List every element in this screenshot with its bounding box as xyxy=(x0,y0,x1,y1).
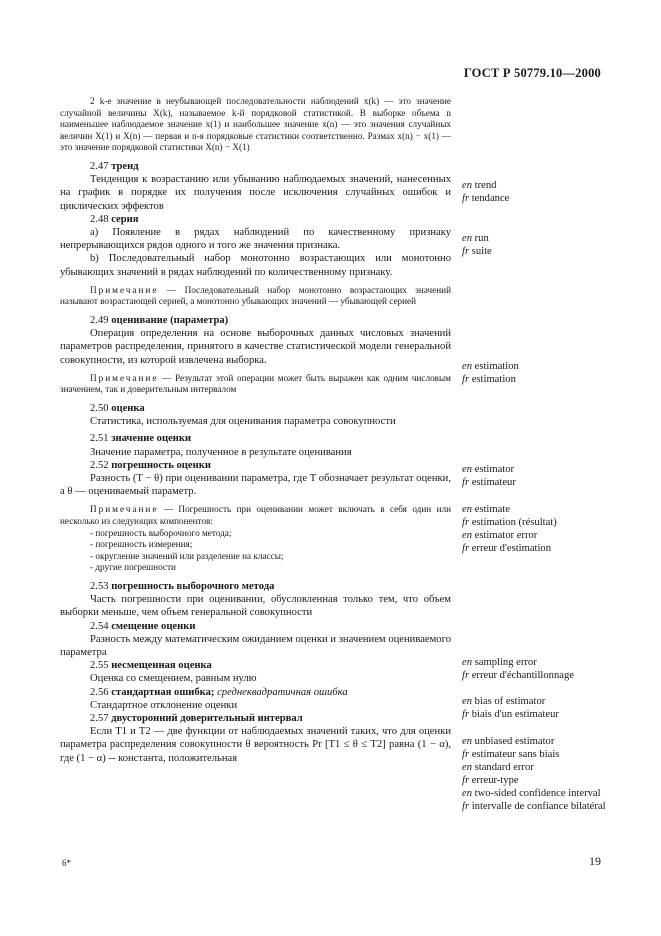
entry-term: двусторонний доверительный интервал xyxy=(111,713,303,724)
equivalents-2-53 xyxy=(462,656,612,682)
entry-term: тренд xyxy=(111,160,139,172)
entry-number: 2.52 xyxy=(90,459,109,471)
note-text: — Погрешность при оценивании может включать в себя один или несколько из следующих компонентов: xyxy=(60,504,451,526)
entry-number: 2.48 xyxy=(90,213,109,225)
entry-term: оценивание (параметра) xyxy=(111,314,229,326)
entry-2-50-definition: Статистика, используемая для оценивания параметра совокупности xyxy=(90,416,396,428)
equivalents-2-48 xyxy=(462,232,612,258)
equivalents-2-54 xyxy=(462,695,612,721)
entry-2-50-heading xyxy=(60,402,451,415)
english-equivalent: en estimation xyxy=(462,361,519,372)
entry-2-51-heading xyxy=(60,432,451,445)
entry-2-57-heading xyxy=(60,712,451,725)
french-equivalent: fr tendance xyxy=(462,193,510,205)
entry-2-52-definition: Разность (T − θ) при оценивании параметра, где T обозначает результат оценки, а θ — оцениваемый параметр. xyxy=(60,473,451,498)
entry-term: несмещенная оценка xyxy=(111,660,212,672)
entry-alt-term: среднеквадратичная ошибка xyxy=(217,686,348,698)
french-equivalent: fr suite xyxy=(462,246,492,258)
entry-term: стандартная ошибка; xyxy=(111,686,215,698)
english-equivalent: en trend xyxy=(462,180,497,191)
entry-2-48-heading xyxy=(60,213,451,226)
main-column xyxy=(60,96,451,765)
equivalents-2-52 xyxy=(462,529,612,555)
english-equivalent: en estimate xyxy=(462,504,510,515)
entry-number: 2.51 xyxy=(90,433,109,445)
english-equivalent: en sampling error xyxy=(462,657,537,668)
entry-2-55-heading xyxy=(60,659,451,672)
entry-2-49-definition: Операция определения на основе выборочных данных числовых значений параметров распределения, принятого в качестве статистической модели генеральной совокупности, из которой извлечена выборка. xyxy=(60,328,451,366)
entry-term: оценка xyxy=(111,402,145,414)
french-equivalent: fr erreur d'estimation xyxy=(462,543,552,555)
english-equivalent: en unbiased estimator xyxy=(462,736,555,747)
english-equivalent: en standard error xyxy=(462,762,534,773)
entry-2-47-definition: Тенденция к возрастанию или убыванию наблюдаемых значений, нанесенных на график в порядке их получения после исключения случайных ошибок и циклических эффектов xyxy=(60,174,451,212)
entry-term: значение оценки xyxy=(111,433,192,445)
note-list-item: - погрешность выборочного метода; xyxy=(90,527,232,538)
note-label: Примечание xyxy=(90,372,159,383)
entry-2-51-definition: Значение параметра, полученное в результате оценивания xyxy=(90,446,352,458)
equivalents-2-51 xyxy=(462,503,612,529)
entry-number: 2.50 xyxy=(90,402,109,414)
equivalents-2-49 xyxy=(462,360,612,386)
entry-2-53-definition: Часть погрешности при оценивании, обусловленная только тем, что объем выборки меньше, чем объем генеральной совокупности xyxy=(60,594,451,619)
entry-2-48-definition-a: а) Появление в рядах наблюдений по качественному признаку непрерывающихся рядов одного и того же значения признака. xyxy=(60,226,451,252)
entry-2-54-definition: Разность между математическим ожиданием оценки и значением оцениваемого параметра xyxy=(60,633,451,658)
equivalents-2-47 xyxy=(462,179,612,205)
english-equivalent: en two-sided confidence interval xyxy=(462,788,601,799)
english-equivalent: en estimator error xyxy=(462,530,538,541)
entry-2-52-heading xyxy=(60,459,451,472)
entry-2-53-heading xyxy=(60,580,451,593)
page-number: 19 xyxy=(589,854,601,868)
english-equivalent: en estimator xyxy=(462,464,515,475)
entry-term: смещение оценки xyxy=(111,620,196,632)
equivalents-2-56 xyxy=(462,761,612,787)
note-list-item: - другие погрешности xyxy=(90,562,176,573)
entry-number: 2.57 xyxy=(90,713,109,724)
french-equivalent: fr intervalle de confiance bilatéral xyxy=(462,801,606,813)
french-equivalent: fr estimation (résultat) xyxy=(462,517,557,529)
french-equivalent: fr estimateur xyxy=(462,477,516,489)
entry-number: 2.53 xyxy=(90,580,109,592)
french-equivalent: fr biais d'un estimateur xyxy=(462,709,559,721)
entry-2-54-heading xyxy=(60,620,451,633)
english-equivalent: en run xyxy=(462,233,489,244)
equivalents-2-55 xyxy=(462,735,612,761)
entry-2-48-definition-b: b) Последовательный набор монотонно возрастающих или монотонно убывающих значений в рядах наблюдений по количественному признаку. xyxy=(60,253,451,278)
entry-2-56-definition: Стандартное отклонение оценки xyxy=(90,699,238,711)
entry-term: серия xyxy=(111,213,139,225)
entry-number: 2.49 xyxy=(90,314,109,326)
entry-2-55-definition: Оценка со смещением, равным нулю xyxy=(90,673,257,685)
entry-2-52-note xyxy=(60,504,451,527)
entry-number: 2.54 xyxy=(90,620,109,632)
entry-2-56-heading xyxy=(60,686,451,699)
note-text: — Последовательный набор монотонно возрастающих значений называют возрастающей серией, а монотонно убывающих значений — убывающей серией xyxy=(60,284,451,307)
equivalents-2-57 xyxy=(462,787,614,813)
entry-2-47-heading xyxy=(60,160,451,173)
entry-number: 2.56 xyxy=(90,686,109,698)
french-equivalent: fr estimation xyxy=(462,374,516,386)
note-label: Примечание xyxy=(90,504,159,515)
note-list-item: - округление значений или разделение на классы; xyxy=(90,550,284,561)
note-text: — Результат этой операции может быть выражен как одним числовым значением, так и доверительным интервалом xyxy=(60,372,451,395)
note-label: Примечание xyxy=(90,284,159,295)
entry-term: погрешность оценки xyxy=(111,459,211,471)
entry-2-57-definition: Если T1 и T2 — две функции от наблюдаемых значений таких, что для оценки параметра распределения совокупности θ вероятность Pr [T1 ≤ θ ≤ T2] равна (1 − α), где (1 − α) -- константа, положительная xyxy=(60,726,451,764)
note-list-item: - погрешность измерения; xyxy=(90,539,193,550)
french-equivalent: fr erreur-type xyxy=(462,775,519,787)
entry-term: погрешность выборочного метода xyxy=(111,580,275,592)
entry-number: 2.47 xyxy=(90,160,109,172)
entry-2-49-heading xyxy=(60,314,451,327)
entry-number: 2.55 xyxy=(90,660,109,672)
footer-mark: 6* xyxy=(62,858,71,868)
entry-2-49-note xyxy=(60,373,451,396)
intro-paragraph: 2 k-е значение в неубывающей последовательности наблюдений x(k) — это значение случайной величины X(k), называемое k-й порядковой статистикой. В выборке объема n наименьшее наблюдаемое значение x(1) и наибольшее значение x(n) — это значения случайных величин X(1) и X(n) — первая и n-я порядковые статистики соответственно. Размах x(n) − x(1) — это значение порядковой статистики X(n) − X(1) xyxy=(60,96,451,153)
entry-2-48-note xyxy=(60,285,451,308)
equivalents-2-50 xyxy=(462,463,612,489)
french-equivalent: fr erreur d'échantillonnage xyxy=(462,670,574,682)
french-equivalent: fr estimateur sans biais xyxy=(462,749,560,761)
document-code: ГОСТ Р 50779.10—2000 xyxy=(463,66,601,80)
english-equivalent: en bias of estimator xyxy=(462,696,546,707)
